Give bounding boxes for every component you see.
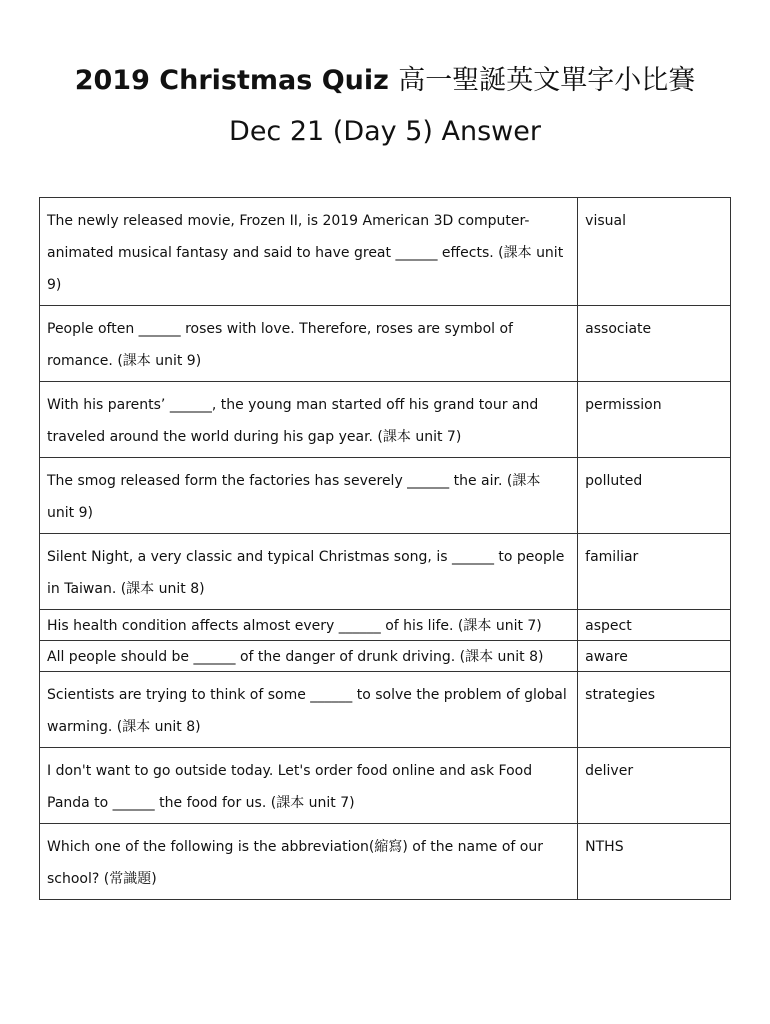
table-row (40, 306, 731, 382)
table-row (40, 382, 731, 458)
answer-cell: aspect (578, 610, 731, 641)
answer-cell: permission (578, 382, 731, 458)
table-row (40, 458, 731, 534)
table-row (40, 672, 731, 748)
answer-cell: NTHS (578, 824, 731, 900)
question-cell: Silent Night, a very classic and typical Christmas song, is ______ to people in Taiwan. (課本 unit 8) (40, 534, 578, 610)
answer-cell: strategies (578, 672, 731, 748)
table-row (40, 610, 731, 641)
answer-cell: visual (578, 198, 731, 306)
table-row (40, 748, 731, 824)
question-cell: Scientists are trying to think of some ______ to solve the problem of global warming. (課本 unit 8) (40, 672, 578, 748)
title-cjk: 高一聖誕英文單字小比賽 (398, 65, 696, 96)
answer-cell: polluted (578, 458, 731, 534)
answer-table (39, 197, 731, 900)
question-cell: The smog released form the factories has severely ______ the air. (課本 unit 9) (40, 458, 578, 534)
answer-cell: deliver (578, 748, 731, 824)
title-latin: 2019 Christmas Quiz (74, 65, 389, 96)
answer-cell: familiar (578, 534, 731, 610)
table-row (40, 534, 731, 610)
answer-cell: associate (578, 306, 731, 382)
question-cell: All people should be ______ of the danger of drunk driving. (課本 unit 8) (40, 641, 578, 672)
answer-cell: aware (578, 641, 731, 672)
question-cell: Which one of the following is the abbreviation(縮寫) of the name of our school? (常識題) (40, 824, 578, 900)
page-subtitle: Dec 21 (Day 5) Answer (229, 116, 541, 147)
question-cell: His health condition affects almost every ______ of his life. (課本 unit 7) (40, 610, 578, 641)
question-cell: With his parents’ ______, the young man started off his grand tour and traveled around the world during his gap year. (課本 unit 7) (40, 382, 578, 458)
question-cell: People often ______ roses with love. Therefore, roses are symbol of romance. (課本 unit 9) (40, 306, 578, 382)
page-title (0, 58, 770, 97)
question-cell: The newly released movie, Frozen II, is 2019 American 3D computer-animated musical fantasy and said to have great ______ effects. (課本 unit 9) (40, 198, 578, 306)
table-row (40, 641, 731, 672)
table-row (40, 198, 731, 306)
table-row (40, 824, 731, 900)
question-cell: I don't want to go outside today. Let's order food online and ask Food Panda to ______ the food for us. (課本 unit 7) (40, 748, 578, 824)
